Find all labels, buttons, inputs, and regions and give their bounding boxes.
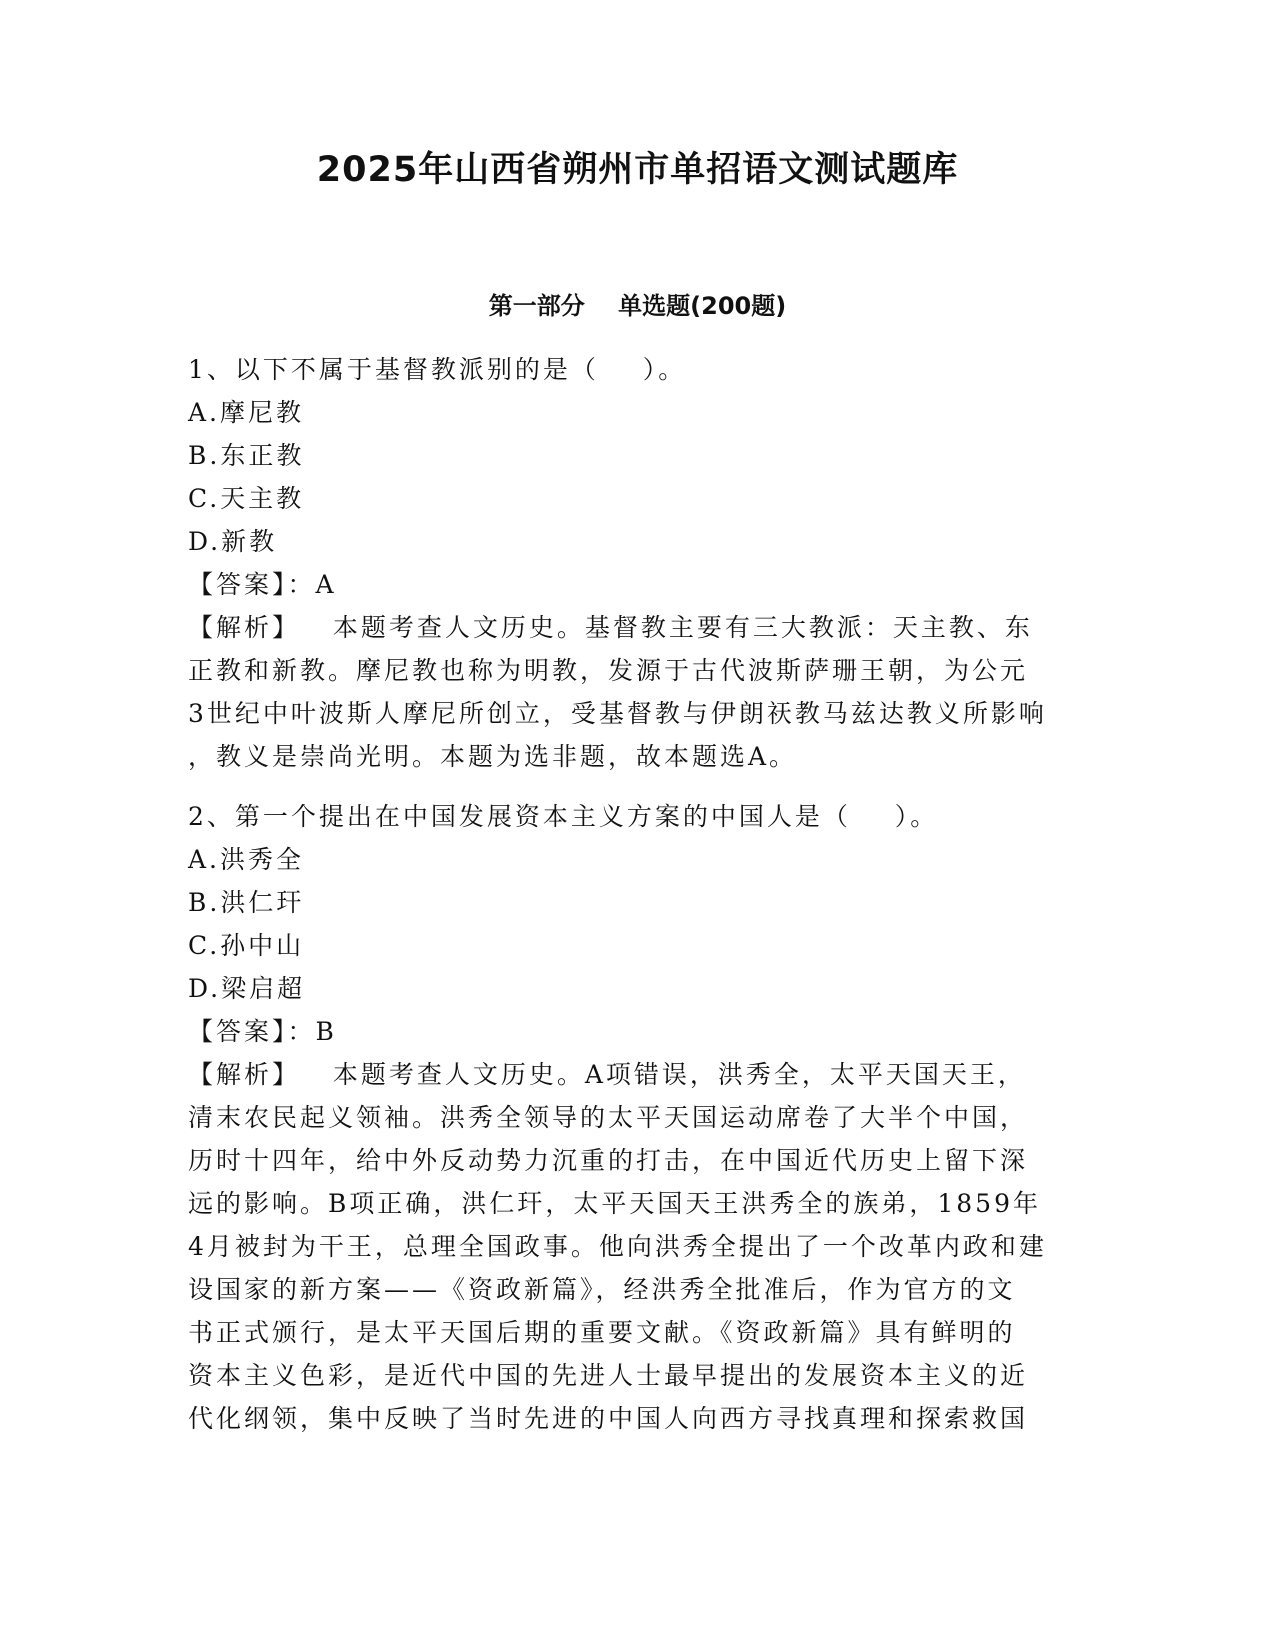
explanation-line: 历时十四年，给中外反动势力沉重的打击，在中国近代历史上留下深 xyxy=(188,1146,1029,1175)
answer-line: 【答案】：B xyxy=(188,1017,337,1046)
explanation-line: 设国家的新方案——《资政新篇》，经洪秀全批准后，作为官方的文 xyxy=(188,1275,1016,1304)
question-list xyxy=(188,348,1088,1440)
explanation-line: 远的影响。B项正确，洪仁玕，太平天国天王洪秀全的族弟，1859年 xyxy=(188,1189,1041,1218)
explanation-line: 4月被封为干王，总理全国政事。他向洪秀全提出了一个改革内政和建 xyxy=(188,1232,1047,1261)
explanation-line: 清末农民起义领袖。洪秀全领导的太平天国运动席卷了大半个中国， xyxy=(188,1103,1029,1132)
explanation-line: 3世纪中叶波斯人摩尼所创立，受基督教与伊朗祆教马兹达教义所影响 xyxy=(188,699,1047,728)
option-c: C.天主教 xyxy=(188,484,305,513)
question-item xyxy=(188,795,1088,1440)
explanation-line: 正教和新教。摩尼教也称为明教，发源于古代波斯萨珊王朝，为公元 xyxy=(188,656,1029,685)
document-title: 2025年山西省朔州市单招语文测试题库 xyxy=(316,150,959,190)
option-d: D.新教 xyxy=(188,527,278,556)
explanation-line: ，教义是崇尚光明。本题为选非题，故本题选A。 xyxy=(188,742,798,771)
explanation-line: 书正式颁行，是太平天国后期的重要文献。《资政新篇》具有鲜明的 xyxy=(188,1318,1016,1347)
explanation-line: 【解析】 本题考查人文历史。A项错误，洪秀全，太平天国天王， xyxy=(188,1060,1026,1089)
explanation-line: 【解析】 本题考查人文历史。基督教主要有三大教派：天主教、东 xyxy=(188,613,1033,642)
option-d: D.梁启超 xyxy=(188,974,306,1003)
explanation-line: 资本主义色彩，是近代中国的先进人士最早提出的发展资本主义的近 xyxy=(188,1361,1029,1390)
section-title: 第一部分 单选题(200题) xyxy=(488,292,787,320)
answer-line: 【答案】：A xyxy=(188,570,337,599)
option-b: B.洪仁玕 xyxy=(188,888,305,917)
option-c: C.孙中山 xyxy=(188,931,305,960)
option-a: A.洪秀全 xyxy=(188,845,305,874)
option-a: A.摩尼教 xyxy=(188,398,305,427)
question-stem: 1、以下不属于基督教派别的是（ ）。 xyxy=(188,355,687,384)
option-b: B.东正教 xyxy=(188,441,305,470)
question-separator xyxy=(188,778,1088,795)
explanation-line: 代化纲领，集中反映了当时先进的中国人向西方寻找真理和探索救国 xyxy=(188,1404,1029,1433)
question-item xyxy=(188,348,1088,778)
question-stem: 2、第一个提出在中国发展资本主义方案的中国人是（ ）。 xyxy=(188,802,939,831)
